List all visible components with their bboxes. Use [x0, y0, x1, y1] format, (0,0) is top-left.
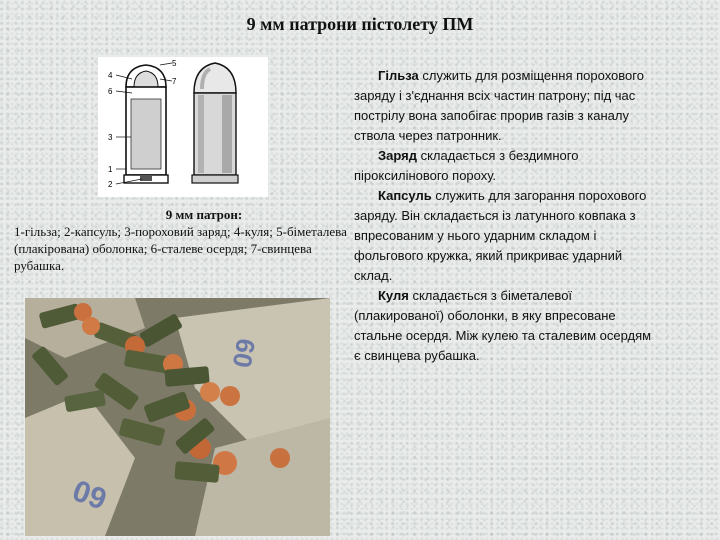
diagram-label-4: 4 [108, 71, 113, 80]
text-casing: служить для розміщення порохового заряду і з'єднання всіх частин патрону; під час пострілу вона запобігає прорив газів з каналу ствола через патронник. [354, 68, 644, 143]
diagram-label-5: 5 [172, 59, 177, 68]
term-casing: Гільза [378, 68, 419, 83]
paragraph-charge [354, 146, 654, 186]
figure-caption [14, 206, 354, 274]
cartridges-photo [25, 298, 330, 536]
term-primer: Капсуль [378, 188, 432, 203]
term-bullet: Куля [378, 288, 409, 303]
text-bullet: складається з біметалевої (плакированої) оболонки, в яку впресоване стальне осердя. Між кулею та сталевим осердям є свинцева рубашка. [354, 288, 652, 363]
caption-title: 9 мм патрон: [165, 207, 243, 222]
primer [140, 175, 152, 181]
slide-title: 9 мм патрони пістолету ПМ [246, 14, 474, 34]
diagram-label-7: 7 [172, 77, 177, 86]
paragraph-bullet [354, 286, 654, 366]
cartridge-diagram [98, 57, 268, 197]
diagram-label-1: 1 [108, 165, 113, 174]
text-primer: служить для загорання порохового заряду. Він складається із латунного ковпака з впресованим у нього ударним складом і фольгового кружка, який прикриває ударний склад. [354, 188, 647, 283]
description-text [354, 66, 654, 366]
box-marking: 60 [226, 336, 262, 371]
text-charge: складається з бездимного піроксилінового пороху. [354, 148, 579, 183]
diagram-label-3: 3 [108, 133, 113, 142]
caption-body: 1-гільза; 2-капсуль; 3-пороховий заряд; 4-куля; 5-біметалева (плакірована) оболонка; 6-сталеве осердя; 7-свинцева рубашка. [14, 224, 347, 273]
diagram-label-2: 2 [108, 180, 113, 189]
cartridge-cutaway-drawing [98, 57, 268, 197]
box-marking: 60 [68, 472, 112, 516]
powder-charge [131, 99, 161, 169]
cartridges-in-paper-photo [25, 298, 330, 536]
diagram-label-6: 6 [108, 87, 113, 96]
term-charge: Заряд [378, 148, 417, 163]
paragraph-casing [354, 66, 654, 146]
paragraph-primer [354, 186, 654, 286]
